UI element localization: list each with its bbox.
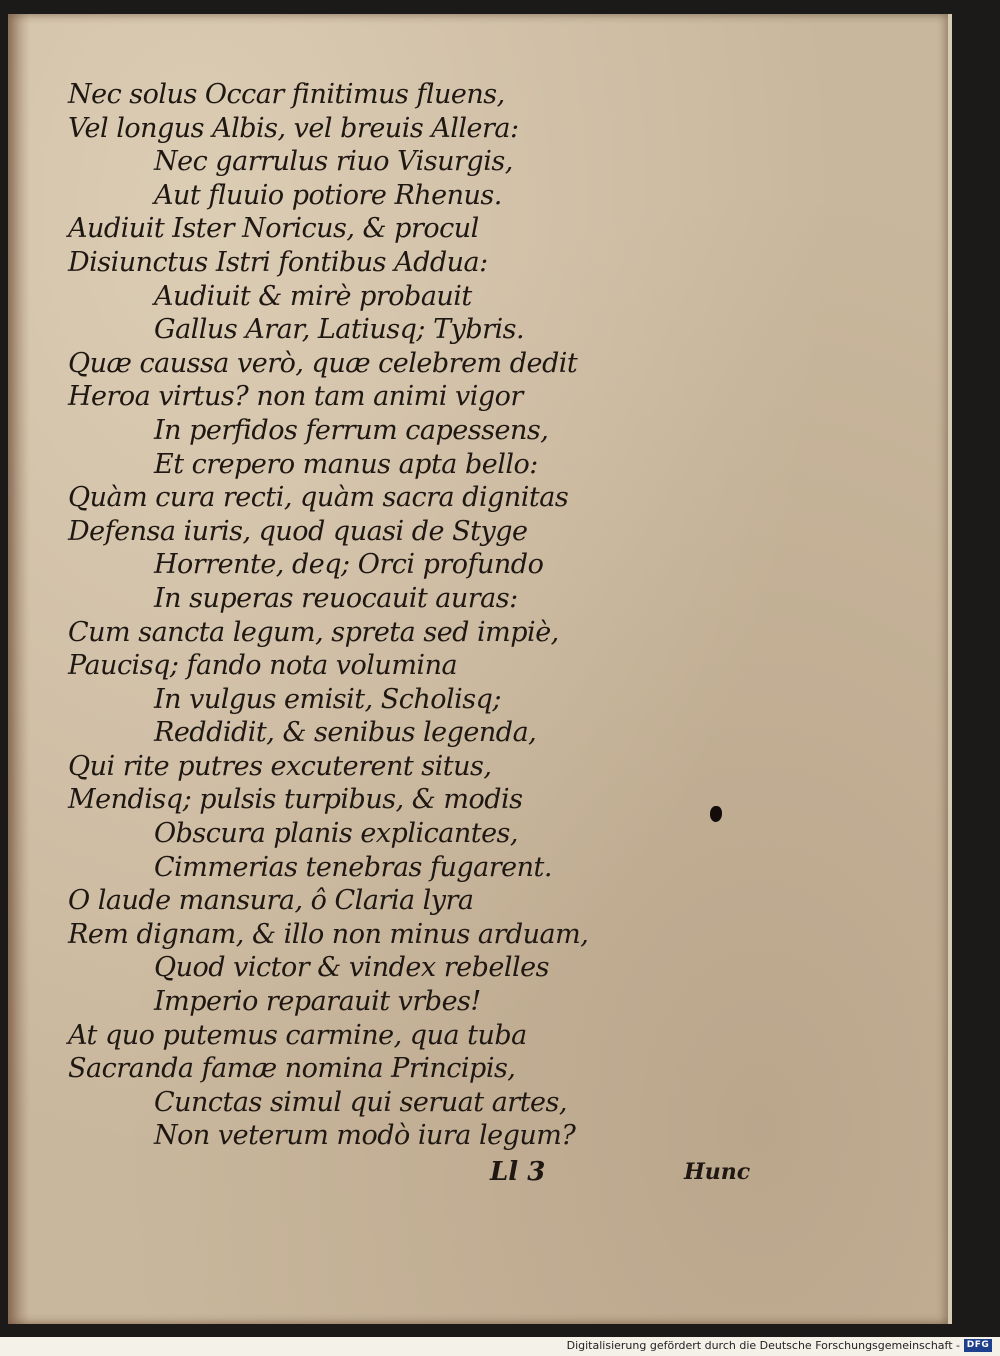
poem-line: Heroa virtus? non tam animi vigor: [68, 381, 523, 413]
poem-line: Imperio reparauit vrbes!: [154, 986, 481, 1018]
poem-line: Aut fluuio potiore Rhenus.: [154, 179, 502, 211]
poem-line: At quo putemus carmine, qua tuba: [68, 1019, 527, 1051]
page-edge: [948, 14, 952, 1324]
poem-line: Cunctas simul qui seruat artes,: [154, 1086, 567, 1118]
poem-line: Obscura planis explicantes,: [154, 818, 518, 850]
poem-line: Non veterum modò iura legum?: [154, 1120, 576, 1152]
poem-line: Cum sancta legum, spreta sed impiè,: [68, 616, 559, 648]
dfg-logo: DFG: [964, 1339, 992, 1352]
poem-line: O laude mansura, ô Claria lyra: [68, 885, 474, 917]
poem-line: Audiuit & mirè probauit: [154, 280, 472, 312]
poem-line: Nec garrulus riuo Visurgis,: [154, 146, 513, 178]
poem-line: Et crepero manus apta bello:: [154, 448, 538, 480]
poem-line: Sacranda famæ nomina Principis,: [68, 1053, 516, 1085]
poem-line: Quàm cura recti, quàm sacra dignitas: [68, 482, 569, 514]
poem-line: Gallus Arar, Latiusq; Tybris.: [154, 314, 525, 346]
poem-line: Quæ caussa verò, quæ celebrem dedit: [68, 347, 578, 379]
poem-line: Paucisq; fando nota volumina: [68, 650, 458, 682]
poem-line: Cimmerias tenebras fugarent.: [154, 851, 552, 883]
signature-mark: Ll 3: [490, 1157, 546, 1187]
funding-notice: Digitalisierung gefördert durch die Deutsche Forschungsgemeinschaft -: [566, 1339, 960, 1352]
poem-line: Rem dignam, & illo non minus arduam,: [68, 918, 589, 950]
poem-line: Qui rite putres excuterent situs,: [68, 750, 492, 782]
poem-line: Vel longus Albis, vel breuis Allera:: [68, 112, 519, 144]
poem-line: Mendisq; pulsis turpibus, & modis: [68, 784, 523, 816]
poem-line: Defensa iuris, quod quasi de Styge: [68, 515, 528, 547]
poem-line: Horrente, deq; Orci profundo: [154, 549, 544, 581]
poem-line: Quod victor & vindex rebelles: [154, 952, 549, 984]
poem-line: Reddidit, & senibus legenda,: [154, 717, 537, 749]
poem-line: Audiuit Ister Noricus, & procul: [68, 213, 479, 245]
page-gutter-shadow: [8, 14, 30, 1324]
poem-text: [68, 78, 588, 1153]
poem-line: In perfidos ferrum capessens,: [154, 414, 549, 446]
poem-line: In vulgus emisit, Scholisq;: [154, 683, 502, 715]
poem-line: In superas reuocauit auras:: [154, 582, 518, 614]
catchword: Hunc: [684, 1159, 751, 1185]
poem-line: Nec solus Occar finitimus fluens,: [68, 79, 505, 110]
poem-line: Disiunctus Istri fontibus Addua:: [68, 246, 488, 278]
footer-bar: [0, 1337, 1000, 1356]
